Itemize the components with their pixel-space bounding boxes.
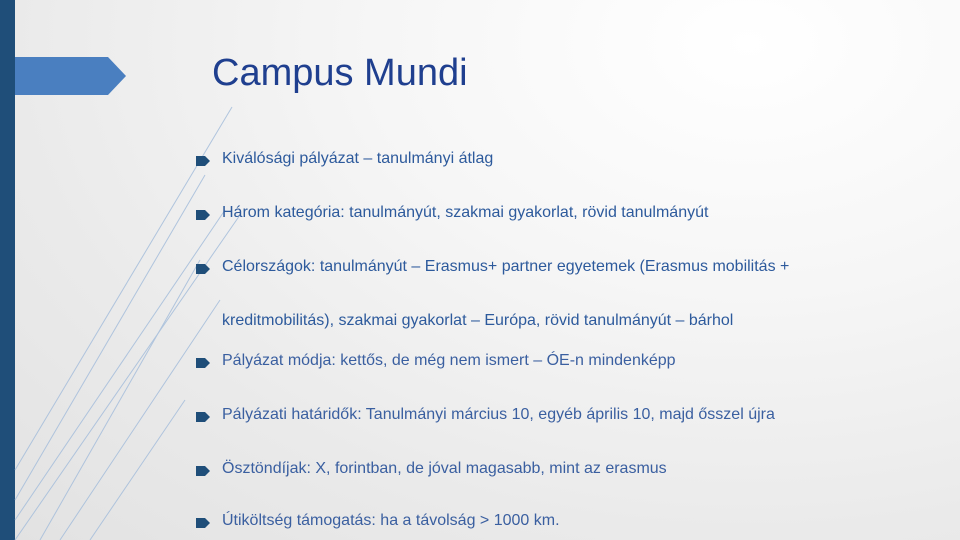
arrow-bullet-icon xyxy=(196,264,210,274)
bullet-text: Pályázati határidők: Tanulmányi március 10, egyéb április 10, majd ősszel újra xyxy=(222,406,775,423)
slide-title: Campus Mundi xyxy=(212,52,468,94)
bullet-text: Célországok: tanulmányút – Erasmus+ partner egyetemek (Erasmus mobilitás + xyxy=(222,258,790,275)
bullet-text: Útiköltség támogatás: ha a távolság > 1000 km. xyxy=(222,512,560,529)
arrow-bullet-icon xyxy=(196,210,210,220)
arrow-tab xyxy=(0,0,130,100)
bullet-text: Három kategória: tanulmányút, szakmai gyakorlat, rövid tanulmányút xyxy=(222,204,709,221)
arrow-bullet-icon xyxy=(196,466,210,476)
arrow-bullet-icon xyxy=(196,412,210,422)
arrow-bullet-icon xyxy=(196,518,210,528)
arrow-bullet-icon xyxy=(196,156,210,166)
bullet-text-continuation: kreditmobilitás), szakmai gyakorlat – Európa, rövid tanulmányút – bárhol xyxy=(222,312,734,329)
bullet-text: Ösztöndíjak: X, forintban, de jóval magasabb, mint az erasmus xyxy=(222,460,667,477)
arrow-bullet-icon xyxy=(196,358,210,368)
bullet-text: Kiválósági pályázat – tanulmányi átlag xyxy=(222,150,494,167)
bullet-text: Pályázat módja: kettős, de még nem ismert – ÓE-n mindenképp xyxy=(222,352,676,369)
